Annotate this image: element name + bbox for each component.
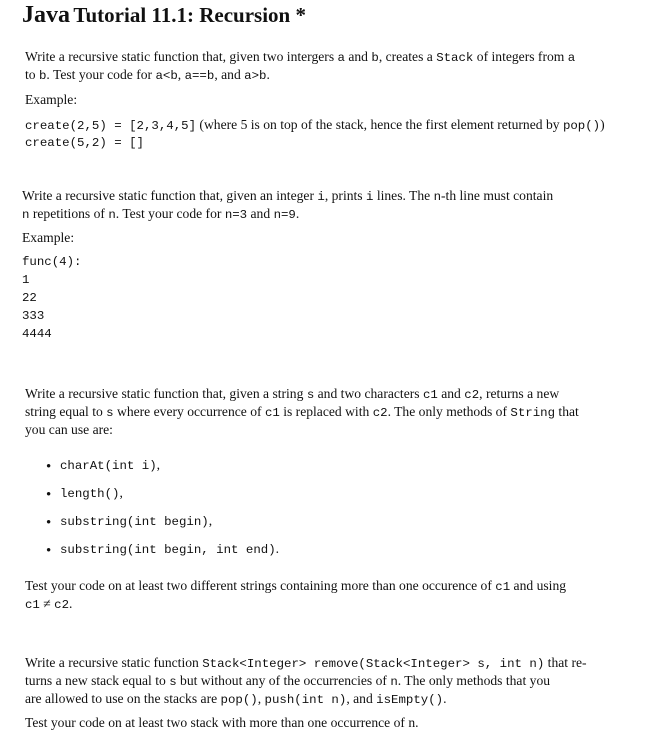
ex4-line-3: are allowed to use on the stacks are pop(), push(int n), and isEmpty(). <box>25 691 447 707</box>
ex1-code-line-2: create(5,2) = [] <box>25 136 144 150</box>
ex2-code-line: 22 <box>22 291 37 305</box>
title-rest: Tutorial 11.1: Recursion * <box>73 3 306 27</box>
ex2-example-label: Example: <box>22 230 75 245</box>
exercise-3 <box>25 385 653 439</box>
ex3-test-line-1: Test your code on at least two different strings containing more than one occurence of c1 and using <box>25 578 567 594</box>
ex2-code-line: func(4): <box>22 255 82 269</box>
ex2-line-2: n repetitions of n. Test your code for n=3 and n=9. <box>22 206 300 222</box>
title-main: Java <box>22 2 70 28</box>
ex3-test-line-2: c1 ≠ c2. <box>25 596 73 612</box>
ex2-code-line: 333 <box>22 309 45 323</box>
page-title <box>22 2 306 28</box>
bullet-icon: • <box>46 487 52 503</box>
bullet-icon: • <box>46 515 52 531</box>
ex4-line-2: turns a new stack equal to s but without any of the occurrencies of n. The only methods that you <box>25 673 551 689</box>
ex3-line-2: string equal to s where every occurrence of c1 is replaced with c2. The only methods of String that <box>25 404 579 420</box>
bullet-icon: • <box>46 459 52 475</box>
exercise-2 <box>22 187 650 343</box>
ex2-code-line: 1 <box>22 273 30 287</box>
ex1-code-line-1: create(2,5) = [2,3,4,5] (where 5 is on top of the stack, hence the first element returned by pop()) <box>25 117 605 133</box>
ex1-line-1: Write a recursive static function that, given two intergers a and b, creates a Stack of integers from a <box>25 49 576 65</box>
ex3-line-1: Write a recursive static function that, given a string s and two characters c1 and c2, returns a new <box>25 386 560 402</box>
ex3-test-instructions <box>25 577 653 613</box>
ex4-test-line: Test your code on at least two stack with more than one occurrence of n. <box>25 715 419 730</box>
ex2-code-line: 4444 <box>22 327 52 341</box>
ex3-line-3: you can use are: <box>25 422 113 437</box>
exercise-1 <box>25 48 653 152</box>
ex2-code-block <box>22 253 650 343</box>
ex2-line-1: Write a recursive static function that, given an integer i, prints i lines. The n-th line must contain <box>22 188 554 204</box>
ex1-line-2: to b. Test your code for a<b, a==b, and a>b. <box>25 67 270 83</box>
exercise-4 <box>25 654 653 732</box>
ex1-example-label: Example: <box>25 92 78 107</box>
ex4-line-1: Write a recursive static function Stack<Integer> remove(Stack<Integer> s, int n) that re- <box>25 655 587 671</box>
bullet-icon: • <box>46 543 52 559</box>
